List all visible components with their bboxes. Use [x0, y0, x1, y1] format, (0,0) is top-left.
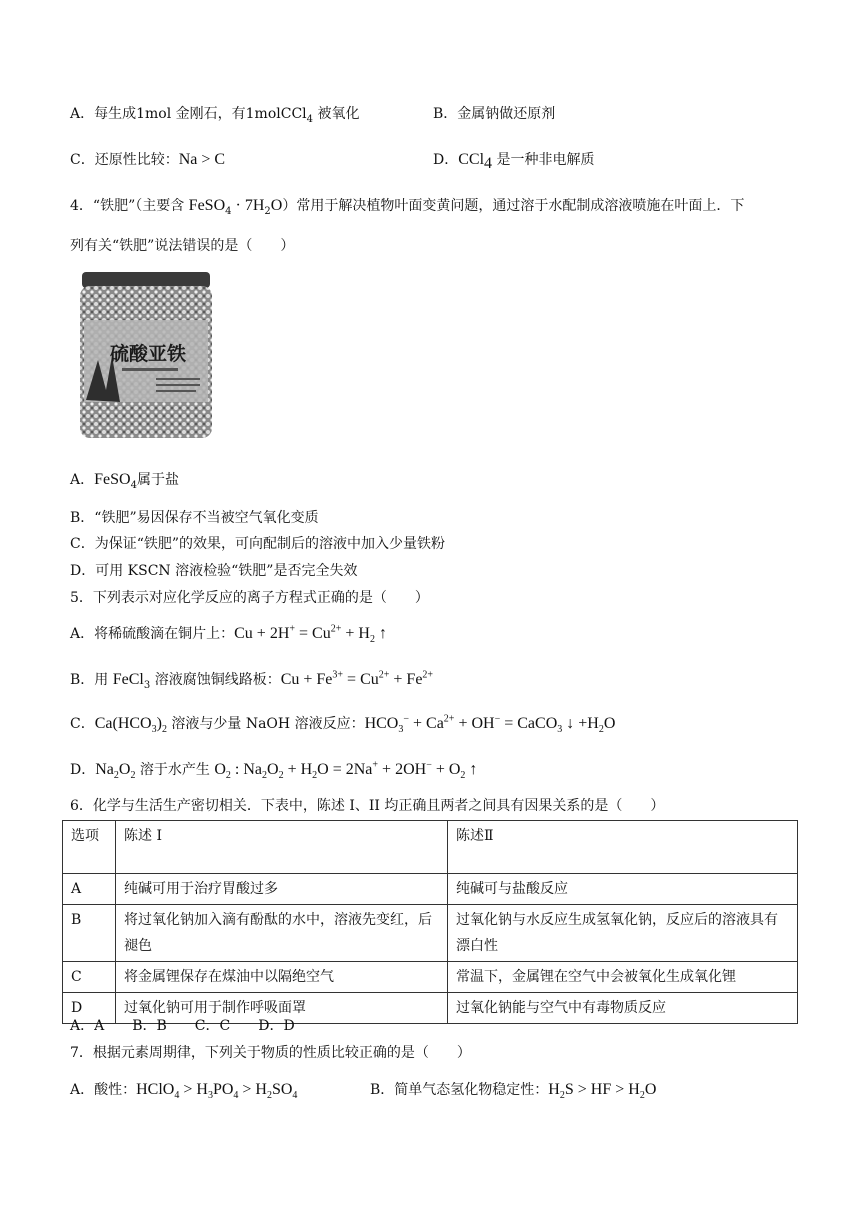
table-cell: 纯碱可用于治疗胃酸过多	[116, 874, 448, 905]
q7-option-b: B．简单气态氢化物稳定性：$H_2S$ > HF > $H_2O$	[370, 1081, 657, 1102]
table-cell: 纯碱可与盐酸反应	[448, 874, 798, 905]
q4-option-d: D．可用 KSCN 溶液检验“铁肥”是否完全失效	[70, 563, 358, 579]
q5-stem: 5．下列表示对应化学反应的离子方程式正确的是（ ）	[70, 590, 429, 606]
header-statement-2: 陈述Ⅱ	[448, 821, 798, 874]
q4-option-c: C．为保证“铁肥”的效果，可向配制后的溶液中加入少量铁粉	[70, 536, 446, 552]
table-row	[63, 905, 798, 962]
q4-option-b: B．“铁肥”易因保存不当被空气氧化变质	[70, 510, 319, 526]
table-cell: 过氧化钠能与空气中有毒物质反应	[448, 993, 798, 1024]
table-cell: 将过氧化钠加入滴有酚酞的水中，溶液先变红，后褪色	[116, 905, 448, 962]
table-row	[63, 874, 798, 905]
q7-stem: 7．根据元素周期律，下列关于物质的性质比较正确的是（ ）	[70, 1045, 471, 1061]
table-cell: 过氧化钠可用于制作呼吸面罩	[116, 993, 448, 1024]
table-cell: D	[63, 993, 116, 1024]
q5-option-a: A．将稀硫酸滴在铜片上：$Cu + 2H^+ = Cu^{2+} + H_2$ ↑	[70, 623, 387, 646]
q5-option-d: D．$Na_2O_2$ 溶于水产生 $O_2$ : $Na_2O_2 + H_2O = 2Na^+ + 2OH^- + O_2$ ↑	[70, 759, 478, 782]
q6-stem: 6．化学与生活生产密切相关．下表中，陈述 I、II 均正确且两者之间具有因果关系的是（ ）	[70, 798, 665, 814]
table-cell: 将金属锂保存在煤油中以隔绝空气	[116, 962, 448, 993]
table-header-row	[63, 821, 798, 874]
q6-choices: A．A B．B C．C D．D	[70, 1018, 295, 1034]
q3-option-a: A．每生成1mol 金刚石，有1molCCl$_4$ 被氧化	[70, 106, 360, 125]
header-statement-1: 陈述 I	[116, 821, 448, 874]
q3-option-c: C．还原性比较：Na > C	[70, 151, 226, 168]
table-cell: C	[63, 962, 116, 993]
jar-label: 硫酸亚铁	[109, 343, 187, 365]
q4-option-a: A．FeSO$_4$属于盐	[70, 471, 179, 491]
q3-option-b: B．金属钠做还原剂	[433, 106, 556, 122]
table-cell: 常温下，金属锂在空气中会被氧化生成氧化锂	[448, 962, 798, 993]
q3-option-d: D．CCl$_4$ 是一种非电解质	[433, 151, 595, 172]
q4-stem-line2: 列有关“铁肥”说法错误的是（ ）	[70, 238, 295, 254]
ferrous-sulfate-jar-image	[78, 270, 214, 442]
q7-option-a: A．酸性：HClO$_4$ > $H_3PO_4 > H_2SO_4$	[70, 1081, 298, 1102]
table-row	[63, 962, 798, 993]
q6-table	[62, 820, 798, 1024]
q5-option-c: C．$Ca(HCO_3)_2$ 溶液与少量 NaOH 溶液反应：$HCO_3^- + Ca^{2+} + OH^-$ = CaCO$_3$ ↓ $+H_2O$	[70, 713, 616, 736]
table-cell: 过氧化钠与水反应生成氢氧化钠，反应后的溶液具有漂白性	[448, 905, 798, 962]
header-option: 选项	[63, 821, 116, 874]
table-cell: A	[63, 874, 116, 905]
table-cell: B	[63, 905, 116, 962]
q4-stem-line1: 4．“铁肥”（主要含 FeSO$_4$ · $7H_2O$）常用于解决植物叶面变黄问题，通过溶于水配制成溶液喷施在叶面上．下	[70, 197, 745, 217]
q5-option-b: B．用 FeCl$_3$ 溶液腐蚀铜线路板：$Cu + Fe^{3+} = Cu^{2+} + Fe^{2+}$	[70, 669, 434, 691]
